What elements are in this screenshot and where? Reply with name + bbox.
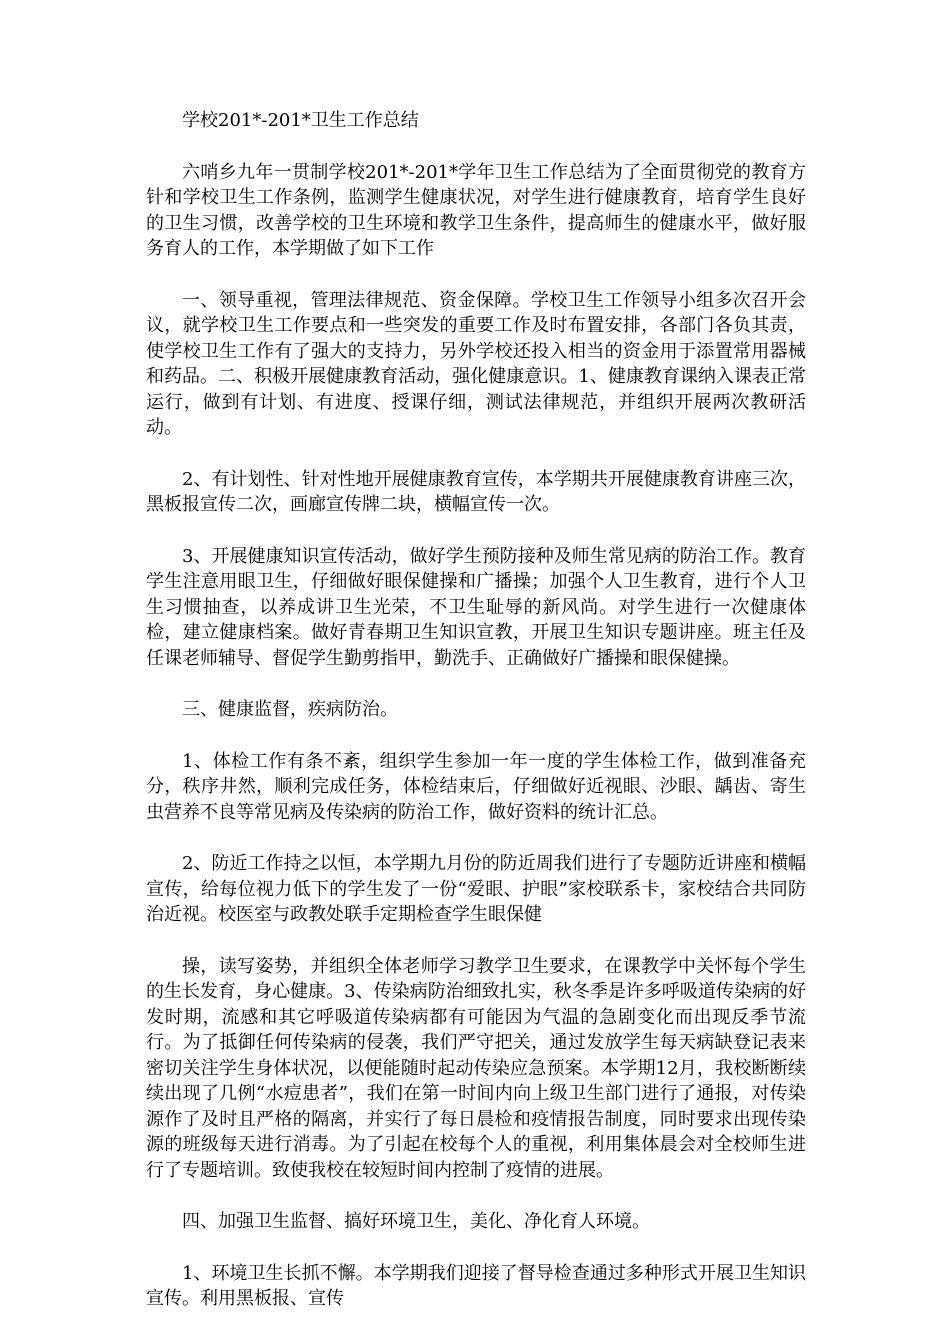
paragraph-item-2: 2、有计划性、针对性地开展健康教育宣传，本学期共开展健康教育讲座三次，黑板报宣传二次，画廊宣传牌二块，横幅宣传一次。: [146, 468, 806, 515]
document-title: 学校201*-201*卫生工作总结: [182, 110, 419, 131]
paragraph-infectious-disease: 操，读写姿势，并组织全体老师学习教学卫生要求，在课教学中关怀每个学生的生长发育，身心健康。3、传染病防治细致扎实，秋冬季是许多呼吸道传染病的好发时期，流感和其它呼吸道传染病都有可能因为气温的急剧变化而出现反季节流行。为了抵御任何传染病的侵袭，我们严守把关，通过发放学生每天病缺登记表来密切关注学生身体状况，以便能随时起动传染应急预案。本学期12月，我校断断续续出现了几例“水痘患者”，我们在第一时间内向上级卫生部门进行了通报，对传染源作了及时且严格的隔离，并实行了每日晨检和疫情报告制度，同时要求出现传染源的班级每天进行消毒。为了引起在校每个人的重视，利用集体晨会对全校师生进行了专题培训。致使我校在较短时间内控制了疫情的进展。: [146, 955, 806, 1181]
section-heading-4: 四、加强卫生监督、搞好环境卫生，美化、净化育人环境。: [182, 1211, 650, 1232]
section-heading-3: 三、健康监督，疾病防治。: [182, 699, 398, 720]
paragraph-item-3: 3、开展健康知识宣传活动，做好学生预防接种及师生常见病的防治工作。教育学生注意用眼卫生，仔细做好眼保健操和广播操；加强个人卫生教育，进行个人卫生习惯抽查，以养成讲卫生光荣，不卫生耻辱的新风尚。对学生进行一次健康体检，建立健康档案。做好青春期卫生知识宣教，开展卫生知识专题讲座。班主任及任课老师辅导、督促学生勤剪指甲，勤洗手、正确做好广播操和眼保健操。: [146, 545, 806, 669]
paragraph-myopia: 2、防近工作持之以恒，本学期九月份的防近周我们进行了专题防近讲座和横幅宣传，给每位视力低下的学生发了一份“爱眼、护眼”家校联系卡，家校结合共同防治近视。校医室与政教处联手定期检查学生眼保健: [146, 853, 806, 925]
paragraph-environment: 1、环境卫生长抓不懈。本学期我们迎接了督导检查通过多种形式开展卫生知识宣传。利用黑板报、宣传: [146, 1262, 806, 1309]
document-body: [146, 108, 806, 1338]
paragraph-checkup: 1、体检工作有条不紊，组织学生参加一年一度的学生体检工作，做到准备充分，秩序井然，顺利完成任务，体检结束后，仔细做好近视眼、沙眼、龋齿、寄生虫营养不良等常见病及传染病的防治工作，做好资料的统计汇总。: [146, 750, 806, 823]
paragraph-section-1: 一、领导重视，管理法律规范、资金保障。学校卫生工作领导小组多次召开会议，就学校卫生工作要点和一些突发的重要工作及时布置安排，各部门各负其责，使学校卫生工作有了强大的支持力，另外学校还投入相当的资金用于添置常用器械和药品。二、积极开展健康教育活动，强化健康意识。1、健康教育课纳入课表正常运行，做到有计划、有进度、授课仔细，测试法律规范，并组织开展两次教研活动。: [146, 289, 806, 438]
paragraph-intro: 六哨乡九年一贯制学校201*-201*学年卫生工作总结为了全面贯彻党的教育方针和学校卫生工作条例，监测学生健康状况，对学生进行健康教育，培育学生良好的卫生习惯，改善学校的卫生环境和教学卫生条件，提高师生的健康水平，做好服务育人的工作，本学期做了如下工作: [146, 161, 806, 259]
